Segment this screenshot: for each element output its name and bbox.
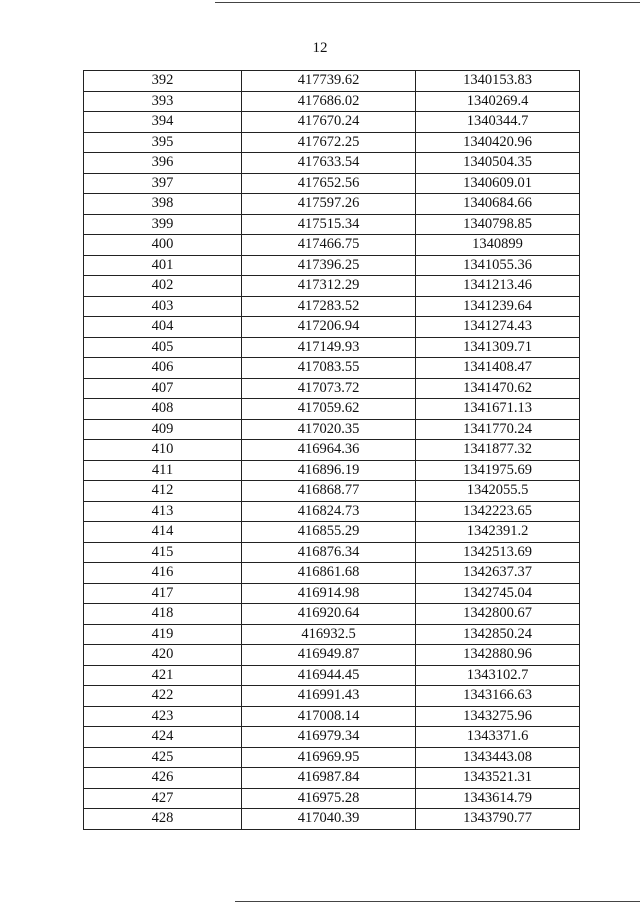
y-coordinate-cell: 1340899 (416, 235, 580, 256)
x-coordinate-cell: 416824.73 (242, 501, 416, 522)
y-coordinate-cell: 1342880.96 (416, 645, 580, 666)
y-coordinate-cell: 1341213.46 (416, 276, 580, 297)
x-coordinate-cell: 417073.72 (242, 378, 416, 399)
y-coordinate-cell: 1342800.67 (416, 604, 580, 625)
y-coordinate-cell: 1340609.01 (416, 173, 580, 194)
point-number-cell: 407 (84, 378, 242, 399)
y-coordinate-cell: 1342391.2 (416, 522, 580, 543)
y-coordinate-cell: 1340153.83 (416, 71, 580, 92)
x-coordinate-cell: 417670.24 (242, 112, 416, 133)
point-number-cell: 401 (84, 255, 242, 276)
y-coordinate-cell: 1340684.66 (416, 194, 580, 215)
table-row (84, 706, 580, 727)
x-coordinate-cell: 416861.68 (242, 563, 416, 584)
point-number-cell: 424 (84, 727, 242, 748)
point-number-cell: 412 (84, 481, 242, 502)
x-coordinate-cell: 417020.35 (242, 419, 416, 440)
y-coordinate-cell: 1341770.24 (416, 419, 580, 440)
coordinates-table-body (84, 71, 580, 830)
point-number-cell: 411 (84, 460, 242, 481)
y-coordinate-cell: 1340798.85 (416, 214, 580, 235)
table-row (84, 194, 580, 215)
point-number-cell: 425 (84, 747, 242, 768)
x-coordinate-cell: 417597.26 (242, 194, 416, 215)
table-row (84, 317, 580, 338)
x-coordinate-cell: 416932.5 (242, 624, 416, 645)
point-number-cell: 395 (84, 132, 242, 153)
x-coordinate-cell: 417515.34 (242, 214, 416, 235)
point-number-cell: 408 (84, 399, 242, 420)
table-row (84, 276, 580, 297)
table-row (84, 255, 580, 276)
y-coordinate-cell: 1341975.69 (416, 460, 580, 481)
y-coordinate-cell: 1343102.7 (416, 665, 580, 686)
table-row (84, 419, 580, 440)
y-coordinate-cell: 1343275.96 (416, 706, 580, 727)
x-coordinate-cell: 416896.19 (242, 460, 416, 481)
point-number-cell: 400 (84, 235, 242, 256)
point-number-cell: 417 (84, 583, 242, 604)
x-coordinate-cell: 417283.52 (242, 296, 416, 317)
top-rule (215, 2, 640, 3)
y-coordinate-cell: 1340344.7 (416, 112, 580, 133)
table-row (84, 173, 580, 194)
table-row (84, 809, 580, 830)
table-row (84, 460, 580, 481)
point-number-cell: 421 (84, 665, 242, 686)
table-row (84, 378, 580, 399)
y-coordinate-cell: 1343521.31 (416, 768, 580, 789)
table-row (84, 440, 580, 461)
point-number-cell: 393 (84, 91, 242, 112)
table-row (84, 768, 580, 789)
table-row (84, 399, 580, 420)
x-coordinate-cell: 416991.43 (242, 686, 416, 707)
point-number-cell: 427 (84, 788, 242, 809)
point-number-cell: 403 (84, 296, 242, 317)
point-number-cell: 406 (84, 358, 242, 379)
table-row (84, 686, 580, 707)
x-coordinate-cell: 416855.29 (242, 522, 416, 543)
y-coordinate-cell: 1342637.37 (416, 563, 580, 584)
y-coordinate-cell: 1343443.08 (416, 747, 580, 768)
point-number-cell: 410 (84, 440, 242, 461)
x-coordinate-cell: 416987.84 (242, 768, 416, 789)
x-coordinate-cell: 416876.34 (242, 542, 416, 563)
y-coordinate-cell: 1341470.62 (416, 378, 580, 399)
table-row (84, 727, 580, 748)
table-row (84, 583, 580, 604)
point-number-cell: 428 (84, 809, 242, 830)
x-coordinate-cell: 416964.36 (242, 440, 416, 461)
x-coordinate-cell: 417312.29 (242, 276, 416, 297)
x-coordinate-cell: 417008.14 (242, 706, 416, 727)
point-number-cell: 420 (84, 645, 242, 666)
y-coordinate-cell: 1343790.77 (416, 809, 580, 830)
table-row (84, 542, 580, 563)
x-coordinate-cell: 416979.34 (242, 727, 416, 748)
table-row (84, 788, 580, 809)
y-coordinate-cell: 1340269.4 (416, 91, 580, 112)
point-number-cell: 405 (84, 337, 242, 358)
point-number-cell: 423 (84, 706, 242, 727)
point-number-cell: 402 (84, 276, 242, 297)
y-coordinate-cell: 1343371.6 (416, 727, 580, 748)
x-coordinate-cell: 417686.02 (242, 91, 416, 112)
y-coordinate-cell: 1343166.63 (416, 686, 580, 707)
y-coordinate-cell: 1342850.24 (416, 624, 580, 645)
table-row (84, 214, 580, 235)
point-number-cell: 418 (84, 604, 242, 625)
x-coordinate-cell: 417059.62 (242, 399, 416, 420)
table-row (84, 358, 580, 379)
y-coordinate-cell: 1341671.13 (416, 399, 580, 420)
x-coordinate-cell: 416914.98 (242, 583, 416, 604)
y-coordinate-cell: 1340504.35 (416, 153, 580, 174)
y-coordinate-cell: 1341274.43 (416, 317, 580, 338)
table-row (84, 235, 580, 256)
x-coordinate-cell: 417206.94 (242, 317, 416, 338)
x-coordinate-cell: 417672.25 (242, 132, 416, 153)
table-row (84, 501, 580, 522)
y-coordinate-cell: 1341877.32 (416, 440, 580, 461)
point-number-cell: 399 (84, 214, 242, 235)
y-coordinate-cell: 1340420.96 (416, 132, 580, 153)
page-number: 12 (312, 40, 328, 56)
table-row (84, 522, 580, 543)
y-coordinate-cell: 1341408.47 (416, 358, 580, 379)
y-coordinate-cell: 1343614.79 (416, 788, 580, 809)
point-number-cell: 397 (84, 173, 242, 194)
y-coordinate-cell: 1341055.36 (416, 255, 580, 276)
x-coordinate-cell: 417149.93 (242, 337, 416, 358)
table-row (84, 296, 580, 317)
table-row (84, 112, 580, 133)
point-number-cell: 426 (84, 768, 242, 789)
x-coordinate-cell: 416949.87 (242, 645, 416, 666)
point-number-cell: 415 (84, 542, 242, 563)
x-coordinate-cell: 417633.54 (242, 153, 416, 174)
x-coordinate-cell: 416944.45 (242, 665, 416, 686)
y-coordinate-cell: 1342055.5 (416, 481, 580, 502)
table-row (84, 337, 580, 358)
table-row (84, 604, 580, 625)
bottom-rule (235, 901, 640, 902)
point-number-cell: 398 (84, 194, 242, 215)
x-coordinate-cell: 416975.28 (242, 788, 416, 809)
x-coordinate-cell: 417739.62 (242, 71, 416, 92)
table-row (84, 132, 580, 153)
point-number-cell: 413 (84, 501, 242, 522)
x-coordinate-cell: 416920.64 (242, 604, 416, 625)
point-number-cell: 409 (84, 419, 242, 440)
point-number-cell: 416 (84, 563, 242, 584)
point-number-cell: 404 (84, 317, 242, 338)
point-number-cell: 414 (84, 522, 242, 543)
table-row (84, 71, 580, 92)
point-number-cell: 422 (84, 686, 242, 707)
y-coordinate-cell: 1342223.65 (416, 501, 580, 522)
table-row (84, 481, 580, 502)
y-coordinate-cell: 1342513.69 (416, 542, 580, 563)
table-row (84, 91, 580, 112)
x-coordinate-cell: 417396.25 (242, 255, 416, 276)
x-coordinate-cell: 417083.55 (242, 358, 416, 379)
x-coordinate-cell: 417466.75 (242, 235, 416, 256)
table-row (84, 645, 580, 666)
table-row (84, 665, 580, 686)
table-row (84, 624, 580, 645)
point-number-cell: 396 (84, 153, 242, 174)
x-coordinate-cell: 417652.56 (242, 173, 416, 194)
x-coordinate-cell: 416868.77 (242, 481, 416, 502)
y-coordinate-cell: 1341309.71 (416, 337, 580, 358)
x-coordinate-cell: 417040.39 (242, 809, 416, 830)
x-coordinate-cell: 416969.95 (242, 747, 416, 768)
y-coordinate-cell: 1341239.64 (416, 296, 580, 317)
table-row (84, 563, 580, 584)
point-number-cell: 392 (84, 71, 242, 92)
table-row (84, 153, 580, 174)
table-row (84, 747, 580, 768)
point-number-cell: 419 (84, 624, 242, 645)
coordinates-table (83, 70, 580, 830)
y-coordinate-cell: 1342745.04 (416, 583, 580, 604)
point-number-cell: 394 (84, 112, 242, 133)
